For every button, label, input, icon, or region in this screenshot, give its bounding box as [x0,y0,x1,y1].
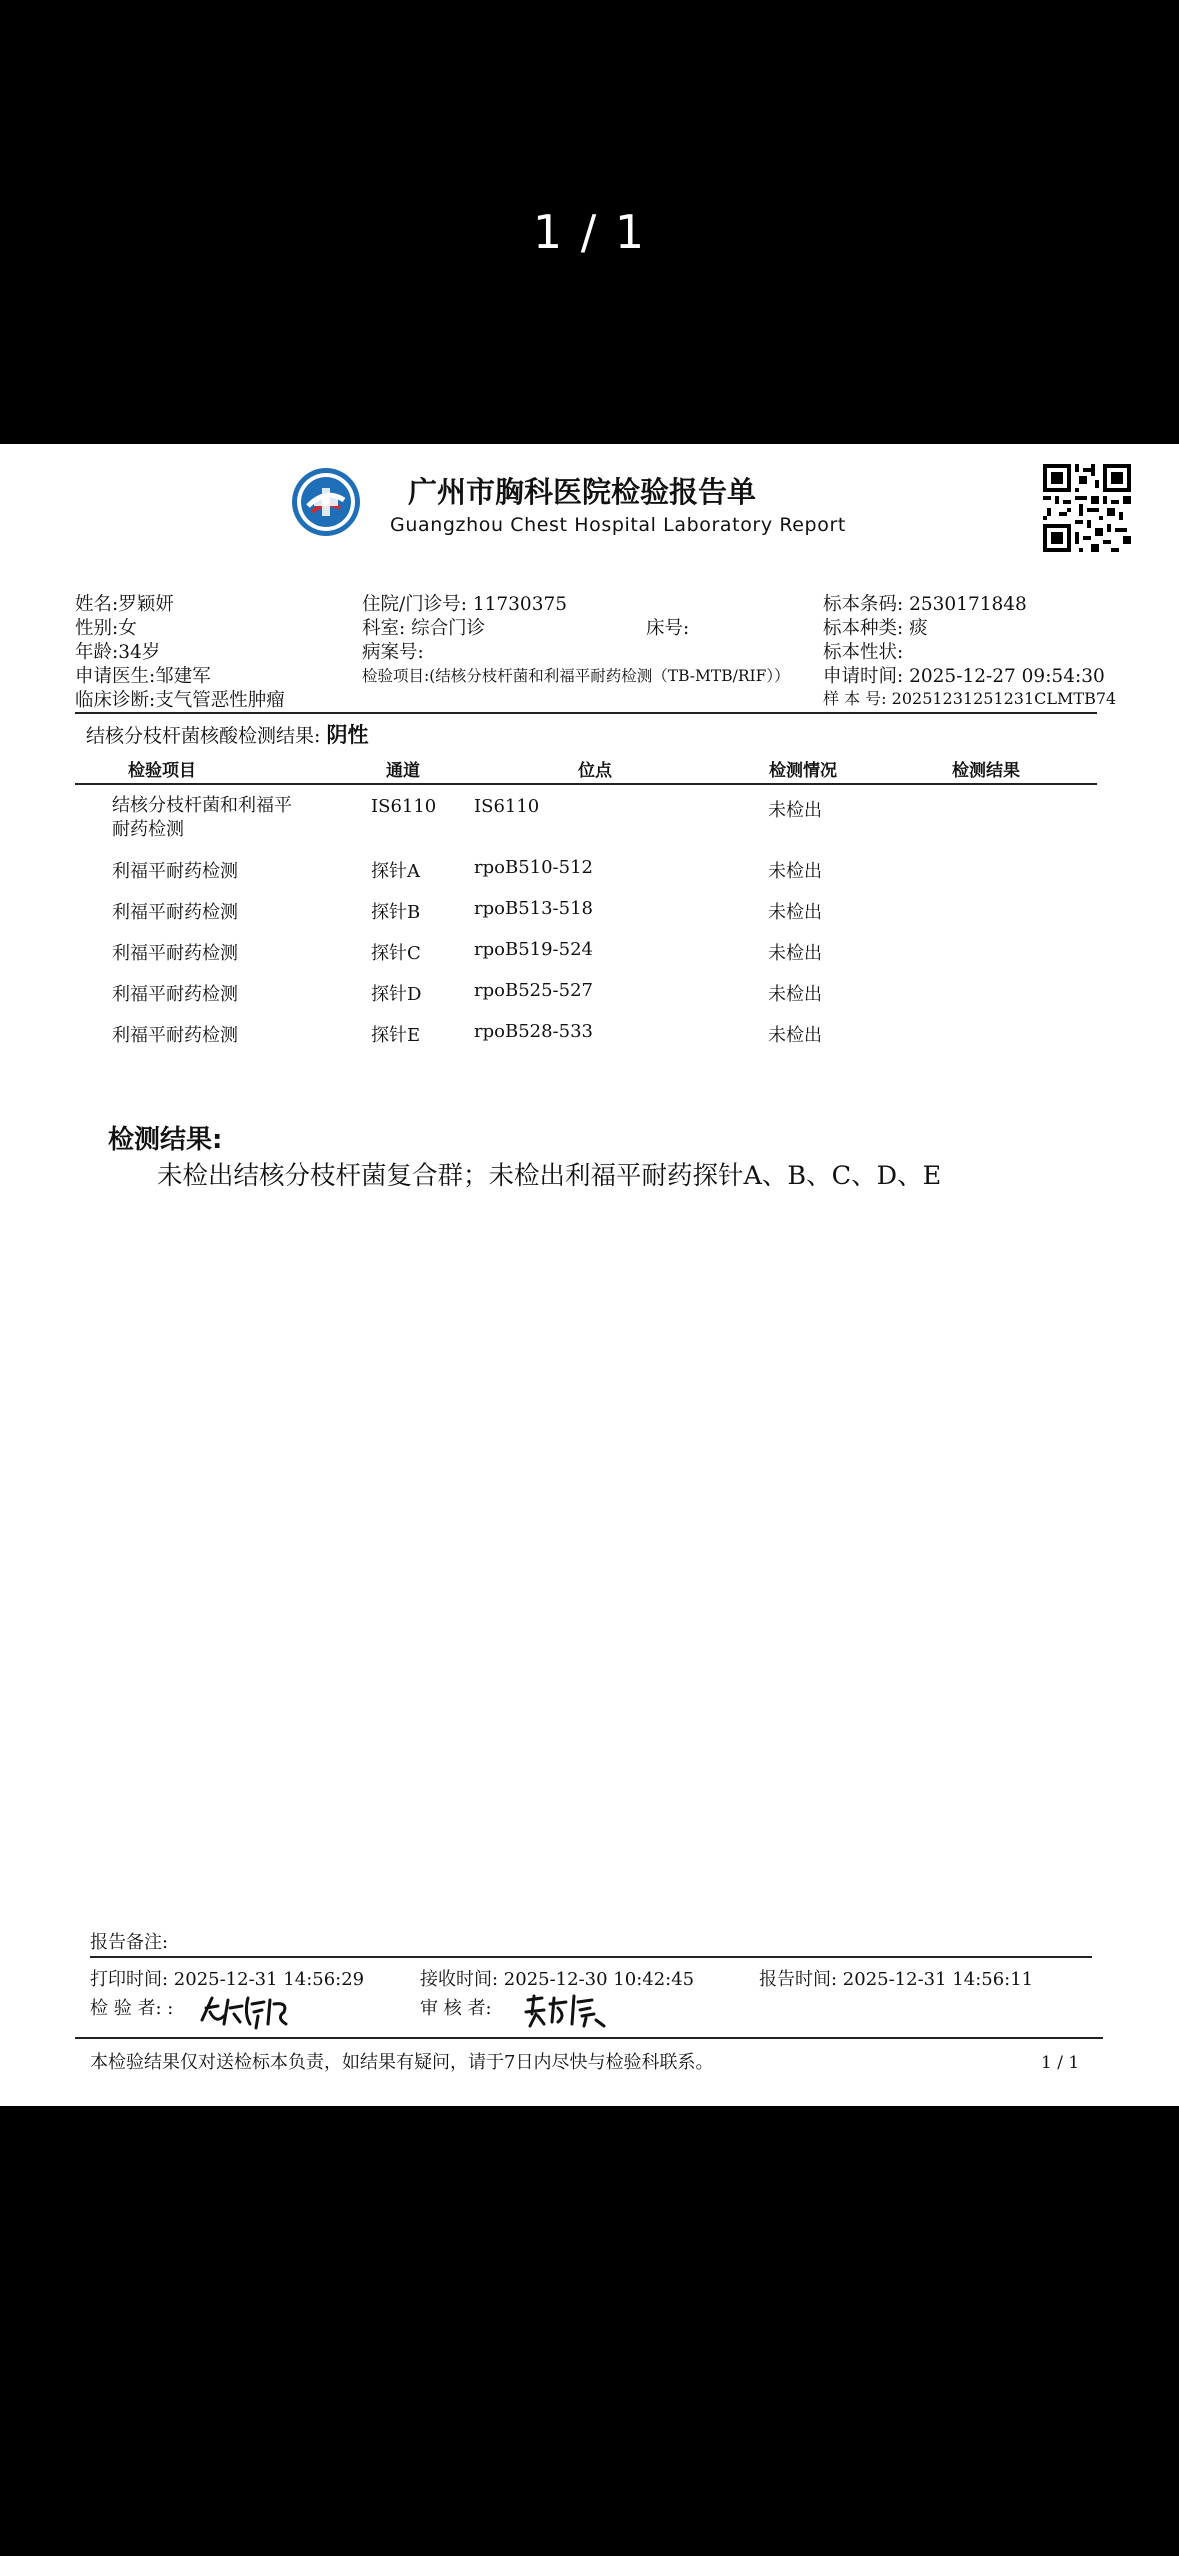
row-channel: 探针E [371,1025,421,1046]
disclaimer: 本检验结果仅对送检标本负责，如结果有疑问，请于7日内尽快与检验科联系。 [90,2052,714,2073]
tester-signature [196,1990,296,2032]
tester-label: 检 验 者: : [90,1998,174,2019]
table-header-divider [75,783,1097,785]
row-channel: 探针B [371,902,421,923]
row-status: 未检出 [768,1025,822,1046]
report-remark: 报告备注: [90,1932,169,1953]
requesting-doctor: 申请医生:邹建军 [75,666,211,687]
col-header-result: 检测结果 [952,761,1020,781]
specimen-trait: 标本性状: [823,642,904,663]
row-site: rpoB525-527 [474,980,593,1001]
row-item: 利福平耐药检测 [112,984,238,1005]
patient-name: 姓名:罗颖妍 [75,594,174,615]
col-header-site: 位点 [578,761,612,781]
header-divider [75,712,1097,714]
qr-code-icon [1043,464,1131,552]
col-header-item: 检验项目 [128,761,196,781]
row-status: 未检出 [768,984,822,1005]
apply-time: 申请时间: 2025-12-27 09:54:30 [823,666,1105,687]
print-time: 打印时间: 2025-12-31 14:56:29 [90,1969,365,1990]
reviewer-signature [522,1990,612,2030]
medical-record-number: 病案号: [362,642,424,663]
nucleic-result-value: 阴性 [326,723,369,747]
conclusion-text: 未检出结核分枝杆菌复合群；未检出利福平耐药探针A、B、C、D、E [157,1161,942,1191]
row-site: rpoB519-524 [474,939,593,960]
receive-time: 接收时间: 2025-12-30 10:42:45 [420,1969,695,1990]
visit-number: 住院/门诊号: 11730375 [362,594,568,615]
row-item: 结核分枝杆菌和利福平 耐药检测 [112,795,292,840]
col-header-status: 检测情况 [769,761,837,781]
footer-divider-top [90,1956,1092,1958]
row-item: 利福平耐药检测 [112,1025,238,1046]
specimen-barcode: 标本条码: 2530171848 [823,594,1027,615]
conclusion-heading: 检测结果: [108,1125,223,1155]
row-item: 利福平耐药检测 [112,902,238,923]
department: 科室: 综合门诊 [362,618,486,639]
patient-age: 年龄:34岁 [75,642,161,663]
report-time: 报告时间: 2025-12-31 14:56:11 [759,1969,1034,1990]
lab-report-document [0,444,1179,2106]
footer-divider-bottom [75,2037,1103,2039]
row-item: 利福平耐药检测 [112,861,238,882]
nucleic-result-line [86,719,368,749]
bed-number: 床号: [646,618,690,639]
report-title-cn: 广州市胸科医院检验报告单 [408,475,757,509]
page-counter: 1 / 1 [532,205,647,259]
specimen-type: 标本种类: 痰 [823,618,928,639]
row-status: 未检出 [768,902,822,923]
row-site: rpoB513-518 [474,898,593,919]
sample-number: 样 本 号: 20251231251231CLMTB74 [823,689,1117,708]
hospital-logo [290,466,362,538]
row-status: 未检出 [768,861,822,882]
row-channel: 探针D [371,984,422,1005]
col-header-channel: 通道 [386,761,420,781]
row-channel: 探针C [371,943,421,964]
report-page-number: 1 / 1 [1041,2053,1080,2073]
row-status: 未检出 [768,943,822,964]
row-status: 未检出 [768,800,822,821]
nucleic-result-label: 结核分枝杆菌核酸检测结果: [86,725,321,747]
row-channel: IS6110 [371,796,437,817]
reviewer-label: 审 核 者: [420,1998,492,2019]
row-site: rpoB528-533 [474,1021,593,1042]
row-site: IS6110 [474,796,540,817]
report-title-en: Guangzhou Chest Hospital Laboratory Report [390,514,846,536]
row-channel: 探针A [371,861,420,882]
clinical-diagnosis: 临床诊断:支气管恶性肿瘤 [75,690,285,711]
row-site: rpoB510-512 [474,857,593,878]
test-item: 检验项目:(结核分枝杆菌和利福平耐药检测（TB-MTB/RIF）） [362,667,790,685]
row-item: 利福平耐药检测 [112,943,238,964]
patient-gender: 性别:女 [75,618,137,639]
